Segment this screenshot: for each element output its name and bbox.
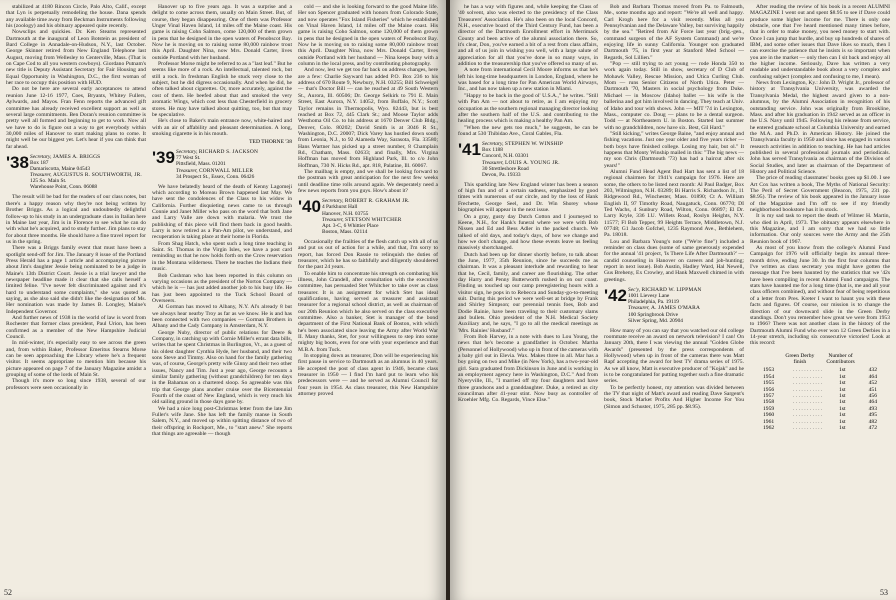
row-finish: 1st: [839, 425, 846, 432]
column-signature: TED THORNE '38: [249, 139, 292, 146]
paragraph-group: [604, 328, 744, 410]
paragraph: And now, lest we get too far back on address changes, here are a few: Charlie Sayward has added P.O. Box 236 to his address of 670 Route 9, Newbury, N.H. 03255; Bill Schweigel — that's Doctor Bill — can be reached at 49 South Western St., Aurora, Ill. 60506; Dr. George Selkirk to 791 E. Main Street, East Aurora, N.Y. 14052, from Buffalo, N.Y.; Scott Taylor remains in Thermopolis, Wyo. 82443, but is best reached at Box 72, 445 Clark St.; and Moose Taylor adds Westhoma Oil Co. to his address at 1670 Denver Club Bldg., Denver, Colo. 80202; David Smith is at 3046 R St., Washington, D.C. 20007; Dick Varey has hustled down south from Leonia, N.J., to 92 Alameda Way, Sarasota, Fla. 33580; Hans Wartner has picked up a street number, 8 Champlain Rd., Chatham, Mass. 02633; and finally, Mrs. Virgina Hoffman has moved from Highland Park, Ill. to c/o John Hoffman, 730 N. Hicks Rd., apt. 818, Palatine, Ill. 60067.: [298, 67, 438, 169]
class-officers: [322, 198, 438, 235]
treasurer-address-1: 34 Prospect St., Essex, Conn. 06426: [176, 173, 255, 180]
row-finish: 1st: [839, 367, 846, 374]
row-leader-dots: . . . . . . . . . . .: [793, 386, 823, 393]
paragraph: On a gray, gusty day Dutch Cotton and I journeyed to Keene, N.H., for Hank's funeral where we were with Bob Nissen and Ed and Bess Adler in the packed church. We talked of old days, and today's days, of how we change and how we don't change, and how these events leave us feeling massively shortchanged.: [458, 213, 598, 252]
treasurer-name: STETSON WHITCHER: [344, 216, 402, 223]
secretary-address-2: Philadelphia, Pa. 19119: [628, 299, 680, 306]
paragraph: The price of reading classmates' books goes up $1.00. I see Art Cox has written a book, The Myths of National Security: The Peril of Secret Government (Beacon, 1975, 231 pp. $8.95). The review of his book appeared in the January issue of the Magazine and I'm off to see if my friendly neighborhood bookstore has it in stock.: [750, 175, 890, 213]
paragraph: George Nuby, director of public relations for Deere & Company, in catching up with Cornie Miller's errant data bills, writes that he spent Christmas in Burlington, Vt., as a guest of his oldest daughter Cynthia Hyde, her husband, and their two sons Steve and Timmy. Also on hand for the family gathering was, of course, George's pretty wife Ginny and their two other issues, Nancy and Tim. Just a year ago, George recounts a similar family gathering (without grandchildren) for ten days in the Bahamas on a chartered sloop. So agreeable was this trip that George plans another cruise over the Bicentennial Fourth of the coast of New England, which is very much his old sailing ground in those days gone by.: [152, 329, 292, 406]
table-row: [750, 425, 890, 431]
treasurer-address-2: Silver Spring, Md. 20904: [628, 317, 683, 324]
row-year: 1955: [763, 380, 775, 387]
paragraph-group: [152, 4, 292, 137]
treasurer-name: LOUIS A. YOUNG JR.: [504, 159, 560, 166]
left-col-1: [6, 4, 146, 580]
treasurer-name: A. JAMES O'MARA: [650, 305, 701, 312]
paragraph: Hanover up to five years ago. It was a surprise and a delight to come across them, usually on Main Street. But, of course, they began disappearing. One of them was Professor Unger Vinal Haven Island, 14 miles off the Maine coast. His game is raising Cohn Salmon, come 120,000 of them grown in pens that he designed in the open waters of Penobscot Bay. Now he is moving on to raising some 80,000 rainbow trout this April. Daughter Nina, now Mrs. Donald Carter, lives outside Portland with her husband.: [152, 4, 292, 61]
row-leader-dots: . . . . . . . . . . .: [793, 373, 823, 380]
page-number-right: 53: [880, 588, 888, 597]
secretary-name: STEPHEN W. WINSHIP: [504, 141, 564, 148]
treasurer-name: CORNWALL MILLER: [198, 167, 254, 174]
paragraph: Bob and Barbara Thomas moved from Pa. to Falmouth, Me., some months ago and report: "We're all well and happy. Carl Krogh here for a visit recently. Miss all you Pennsylvanian and the Delaware Valley, but surviving happily by the sea." "Retired from Air Force last year (brig.-gen., command surgeon of the AF System Command) and we're enjoying life in sunny California. Younger son graduated Dartmouth '75, in first year at Stanford Med School — Regards, Sol Lillien.": [604, 4, 744, 61]
class-officers: [482, 141, 598, 178]
table-header: [750, 353, 890, 366]
paragraph: In stopping down as treasurer, Don will be experiencing his first pause in service to Dartmouth as an alumnus in 40 years. He accepted the post of class agent in 1946, became class treasurer in 1950 — I find I'm hard put to learn who his predecessors were — and he served as Alumni Council for four years in 1954. As class treasurer, this New Hampshire attorney proved: [298, 353, 438, 398]
secretary-address-2: Damariscotta, Maine 04543: [30, 166, 91, 173]
row-finish: 1st: [839, 405, 846, 412]
row-finish: 1st: [839, 373, 846, 380]
paragraph-group: [750, 4, 890, 347]
treasurer-role: Treasurer,: [482, 159, 504, 166]
paragraph: And further news of 1938 in the world of law is word from Rochester that former class president, Paul Urion, has been confirmed as a member of the New Hampshire Judicial Council.: [6, 315, 146, 341]
paragraph: Bob Cushman who has been reported in this column on varying occasions as the president of the Norton Company — which he is — has just added another job to his busy life. He has just been appointed to the Tuck School Board of Overseers.: [152, 272, 292, 304]
secretary-name: ROBERT R. GRAHAM JR.: [344, 198, 410, 205]
header-count: Number of Contributors: [826, 352, 855, 365]
paragraph-group: [152, 184, 292, 438]
paragraph: Alumni Fund Head Agent Bud Hart has sent a list of 18 regional chairmen for 1941's campaign for 1976. Here are some, the others to be listed next month: Al Paul Badger, Box 203, Wilmington, N.H. 03289; Bi Harris S. Richardson Jr., 11 Ridgewood Rd., Winchester, Mass. 01890; Ct A. William English II, 97 Timothy Road, Naugatuck, Conn. 06770; DI Ted Wachs, 4 Sunbury Road, Wilton, Conn. 06897; El Dr. Larry Kryle, 336 I.U. Willets Road, Roslyn Heights, N.Y. 11577; Fl Bob Tepper, 99 Heights Terrace, Middletown, N.J. 07748; G1 Jacob Gofchel, 1235 Raymond Ave., Bethlehem, Pa. 18018.: [604, 168, 744, 239]
treasurer-role: Treasurer,: [322, 216, 344, 223]
class-officers: [30, 154, 146, 191]
class-year-number: '38: [6, 152, 29, 172]
row-count: 456: [868, 393, 877, 399]
left-page: [0, 0, 446, 600]
secretary-address-1: Box 187: [30, 160, 49, 166]
row-year: 1957: [763, 393, 775, 399]
paragraph: "Pop — still trying to act young — rode Honda 350 to work again today. Still in show, secretary of D Club of Mohawk Valley, Rescue Mission, and Utica Curling Club. Mom — runs Senior Citizens of North Utica. Peter — Dartmouth '70, Masters in social psychology from Duke. Michael — in Moscow (Idaho) ballet — his wife is the ballerina and got him involved in dancing. They teach at Univ. of Idaho and tour with shows. John — MIT '74 in Lexington, Mass., computer co. Doug — plans to be a dental surgeon. Todd — at Northeastern U. in Boston. Started last summer with no grandchildren, now have six. Best, Gil Hard.": [604, 61, 744, 131]
paragraph: We have belatedly heard of the death of Kenny Lagomeji which according to Moreau Brown happened last May. We have sent the condolences of the Class to his widow in California. Further disquieting news came to us through Connie and Janet Miller who pass on the word that both Jane and Larry Valle are down with malaria. We trust the publishing of this piece will find them back in good health. Larry is now retired as a Pan-Am pilot, we understand, and recuperation is taking place at their home in Florida.: [152, 183, 292, 241]
paragraph: "Happy to be back in the good ol' U.S.A.," he writes. "Still with Pan Am — not about to retire, as I am enjoying my occupation as the southern regional managing director looking after the southern half of the U.S. and contributing to the healing process which is making a healthy Pan Am.: [458, 92, 598, 125]
row-leader-dots: . . . . . . . . . . .: [793, 380, 823, 387]
paragraph: Professor Morse might be referred to as a "last leaf." But he seems like more of a rock. An intellectual, talented rock, but still a rock. In freshman English he stuck very close to the subject, but he did digress occasionally. And when he did, he often talked about cigarettes. Or, more accurately, against the cost of them. He beefed about that and smoked the very aromatic Wings, which cost less than Chesterfield in grocery stores. He may have talked about quitting, too, but that may be speculative.: [152, 61, 292, 118]
right-col-3: [750, 4, 890, 580]
secretary-address-1: Box 1188: [482, 147, 503, 154]
class-header-1938: [6, 154, 146, 191]
row-finish: 1st: [839, 399, 846, 406]
paragraph: As most of you know from the college's Alumni Fund Campaign for 1976 will officially begin its annual three-month drive, ending June 30. In the first four columns that I've written as class secretary you might have gotten the message that I've been haunted by the statistics that we '42s have been compiling in recent Alumni Fund campaigns. The stats have haunted me for a long time (that is, me and all your class officers combined), and without fear of being repetitious of a letter from Pres. Kreter I want to haunt you with these facts and figures. Of course, our mission is to change the direction of our downward slide in the Green Derby standings. Don't you remember how great we were from 1953 to 1966? There was not another class in the history of the Dartmouth Alumni Fund who ever won 12 Green Derbies in a 14-year stretch, including six consecutive victories! Look at this record:: [750, 245, 890, 347]
paragraph-group: [458, 182, 598, 404]
paragraph: Lou and Barbara Young's note ("We're fine") included a reminder on class dues (some of same generously expended for the annual '41 project, 'Is There Life After Dartmouth?' — candid counseling in Hanover on careers and job-hunting; report in next issue). Bob Austin, Hadley Ward, Hal Newell, Gus Breheny, Ex Crowley, and Hank Maxwell chimed in with greetings.: [604, 238, 744, 283]
secretary-role: Secretary,: [176, 149, 198, 156]
row-count: 452: [868, 380, 877, 387]
secretary-role: Sec'y,: [628, 287, 641, 294]
row-leader-dots: . . . . . . . . . . .: [793, 418, 823, 425]
secretary-role: Secretary,: [482, 141, 504, 148]
secretary-address-1: 1001 Lievesy Lane: [628, 293, 670, 300]
class-header-1939: [152, 149, 292, 179]
row-count: 482: [868, 418, 877, 425]
row-leader-dots: . . . . . . . . . . .: [793, 425, 823, 432]
class-year-number: '40: [298, 197, 321, 217]
treasurer-address-1: 125 So. Main St.: [30, 178, 67, 185]
row-count: 472: [868, 425, 877, 432]
class-header-1942: [604, 287, 744, 324]
paragraph: We had a nice long post-Christmas letter from the late Jim Fuller's wife Jane. She has left the family manse in South Salem, N.Y., and moved up within spitting distance of two of their offspring in Rockport, Me., to "start anew." She reports that things are agreeable — though: [152, 405, 292, 438]
paragraph: To be perfectly honest, my attention was divided between the TV that night of Matt's award and reading Dave Sargent's book, Stock Market Profits And Higher Income For You (Simon and Schuster, 1975, 285 pp. $8.95).: [604, 384, 744, 410]
row-finish: 1st: [839, 412, 846, 419]
right-page: [450, 0, 896, 600]
class-year-number: '42: [604, 286, 627, 306]
row-year: 1958: [763, 399, 775, 406]
paragraph-group: [298, 239, 438, 398]
class-header-1940: [298, 198, 438, 235]
row-finish: 1st: [839, 380, 846, 387]
left-col-2: [152, 4, 292, 580]
paragraph: "Still kicking," writes George Baine, "and enjoy annual and fishing vacations. Just one year older and five years richer — both boys have finished college. Losing my hair, but ol." It happens that Monty Winship mailed in this: "The big news — my son Chris (Dartmouth '73) has had a haircut after six years!": [604, 130, 744, 169]
secretary-name: JAMES A. BRIGGS: [52, 153, 101, 160]
row-count: 451: [868, 386, 877, 393]
row-finish: 1st: [839, 418, 846, 425]
secretary-address-2: Hanover, N.H. 03755: [322, 210, 369, 217]
row-year: 1961: [763, 418, 775, 425]
paragraph: There was a Briggs family event that must have been a spotlight send-off for Jim. The January 8 issue of the Portland Press Herald has a page 1 article and accompanying picture about Jim's daughter Jessie being nominated to be a judge in Maine's 13th District Court. Jessie is a trial lawyer and the newspaper headline made it clear that she calls herself a limited feline. "I've never felt discriminated against and it's hard to understand some complaints," she was quoted as saying, as she also said she didn't like the designation of Ms. Her nomination was made by James B. Longley, Maine's Independent Governor.: [6, 245, 146, 315]
paragraph: It is my sad task to report the death of Wilmer H. Martin, who died in April, 1973. The obituary appears elsewhere in this Magazine, and I am sorry that we had so little information. Our only sources were the Army and the 25th Reunion book of 1967.: [750, 213, 890, 245]
row-leader-dots: . . . . . . . . . . .: [793, 367, 823, 374]
paragraph-group: [458, 4, 598, 137]
treasurer-address-1: 30 Strettleshore Road: [482, 165, 529, 172]
row-finish: 1st: [839, 393, 846, 399]
paragraph: This sparkling late New England winter has been a season of high fun and of a certain sadness, emphasized by good times with numerous of our circle, and by the loss of Hank Frechette, George Seel, and Dr. Win Shorey whose biographies will appear in the next issue.: [458, 181, 598, 214]
right-col-2: [604, 4, 744, 580]
paragraph: In mid-winter, it's especially easy to see across the green and, from within Baker, Professor Emeritus Stearns Morse can be seen approaching the Library where he's a frequent visitor. It seems appropriate to mention him because his picture appeared on page 7 of the January Magazine amidst a grouping of some of the lords of Main St.: [6, 340, 146, 379]
row-year: 1960: [763, 412, 775, 419]
treasurer-name: AUGUSTUS R. SOUTHWORTH, JR.: [52, 172, 142, 179]
paragraph: "When the new gets too much," he suggests, he can be found at 530 Thibidao Ave., Coral Gables, Fla.: [458, 124, 598, 137]
paragraph: From Bob Harvey, in a note with dues to Lou Young, the news that he's become a grandfather in October. Martha (Personnel of Hollywood) who up in front of the cameras with a baby girl out in Elevia. Wax. Makes three in all. Mar has a boy going on two and Mike (in New York), has a two-year-old girl. Sara graduated from Dickinson in June and is working in an employment agency here in Washington, D.C." And from Nyeryville, Ill., "I married off my four daughters and have three grandsons and a granddaughter. Duke, a retired as city councilman after 41-year stint. Now busy as controller of Kroehler Mfg. Co. Regards, Vince Else.": [458, 334, 598, 404]
paragraph: The result will be bad for the readers of our class notes, but there's a happy reason why they're not being written by Brother Briggs. As a logical and undoubtedly delightful follow-up to his study in an undergraduate class in Italian here in Maine last year, Jim is in Florence to see what he can do with what he's acquired, and to study further. Jim plans to stay for about three months. He should have a fine travel report for us in the spring.: [6, 194, 146, 245]
left-col-3: [298, 4, 438, 580]
paragraph: News from Lexington, Ky.: John D. Wright Jr., professor of history at Transylvania University, was awarded the Transylvania Medal, the highest award given to a non-alumnus, by the Alumni Association in recognition of his outstanding service. John was originally from Brookline, Mass. and after his graduation in 1942 served as an officer in the U.S. Navy until 1945. Following his release from service, he entered graduate school at Columbia University and earned the M.A. and Ph.D. in American History. He joined the Transylvania faculty in 1950 and since has engaged in various research activities in addition to teaching. He has had articles published in several professional journals and periodicals. John has served Transylvania as chairman of the Division of Social Studies, and later as chairman of the Department of History and Political Science.: [750, 80, 890, 175]
paragraph: Nowsclips and quickies. Dr. Ken Stearns represented Dartmouth at the inaugural of Leon Botstein as president of Bard College in Annadale-on-Hudson, N.Y., last October. George Skinner retired from New England Telephone last August, moving from Wellesley to Centerville, Mass. (That is on Cape Cod to all you western cowboys). Giordano Putnam's new title is Deputy Assistant Secretary for Fair Housing and Equal Opportunity in Washington, D.C., the first woman of her race to occupy this position with HUD.: [6, 29, 146, 87]
page-number-left: 52: [4, 588, 12, 597]
row-year: 1953: [763, 367, 775, 374]
right-col-1: [458, 4, 598, 580]
row-year: 1956: [763, 386, 775, 393]
paragraph: How many of you can say that you watched our old college roommate receive an award on network television? I can! On January 20th, there I was viewing the annual "Golden Globe Awards" (presented by the press correspondents of Hollywood) when up in front of the cameras there was Matt Rapf accepting the award for best TV drama series of 1975. As we all know, Matt is executive producer of "Kojak" and he is to be congratulated for putting together such a fine dramatic series.: [604, 327, 744, 385]
paragraph: Dutch had been up for dinner shortly before, to talk about the June, 1977, 35th Reunion, since he succeeds me as chairman. It was a pleasant interlude and rewarding to hear that he, Cecil, family, and career are flourishing. The other day Harry and Penny Butterworth rushed in on our coast. Finding us touched up our camp preregistering hours with a visitor sign, he pops in to Rebecca and Sunday-go-to-meeting suit. During this period we were well-set at bridge by Frank and Shirley Simpson; our perennial tennis foes, Bob and Dodie Rainie, have been traveling to their customary slams and bullets. Ohio president of the N.H. Medical Society Auxiliary and, he says, "I go to all the medical meetings as 'Mrs. Rainies' Husband'.": [458, 251, 598, 334]
class-officers: [176, 149, 292, 179]
treasurer-address-2: Warehouse Point, Conn. 06088: [30, 184, 98, 191]
class-header-1941: [458, 141, 598, 178]
treasurer-address-1: Apt. 3-C, 6 Whittier Place: [322, 222, 379, 229]
paragraph: stabilized at 4180 Rincon Circle, Palo Alto, Calif., except that Lyn is perpetually remodeling the house. Dana spends any available time away from Beckman Instruments following his (zoology) and his obituary appeared quite recently.: [6, 4, 146, 30]
paragraph: After reading the review of his book in a recent ALUMNI MAGAZINE I went out and spent $8.95 to see if Dave could produce some higher income for me. There is only one obstacle, one that I've heard mentioned many times before, that in order to make money, you need money to start with. Once I can jump that hurdle, and buy up hundreds of shares of IBM, and some other issues that Dave likes so much, then I can exercise the patience that he insists is so important when you are in the market — only then can I sit back and enjoy all the higher income. Seriously, Dave has written a very readable and understandable book about a very complex and confusing subject (complex and confusing to me, I mean).: [750, 4, 890, 80]
paragraph: Al Gorman has moved to Albany, N.Y. Al's already 8 but we always hear nearby Troy as far as we know. He is and has been connected with two companies — Gorman Brothers in Albany and the Cady Company in Amsterdam, N.Y.: [152, 304, 292, 330]
row-year: 1959: [763, 405, 775, 412]
row-year: 1962: [763, 425, 775, 432]
secretary-address-1: 77 West St.: [176, 155, 201, 162]
paragraph: To enable him to concentrate his strength on combating his illness, John Crandell, after consultation with the executive committee, has persuaded Stet Whitcher to take over as class treasurer. It is an assignment for which Stet has ideal qualifications, having served as treasurer and assistant treasurer for a regional school district, as well as chairman of our 20th Reunion which he also served on the class executive committee. Also a banker, Stet is manager of the bond department of the First National Bank of Boston, with which he's been associated since leaving the Army after World War II. Many thanks, Stet, for your willingness to step into some mighty big boots, even for one with your experience and that M.B.A. from Tuck.: [298, 270, 438, 353]
paragraph-group: [604, 4, 744, 283]
secretary-name: RICHARD S. JACKSON: [198, 149, 259, 156]
paragraph-group: [6, 194, 146, 391]
paragraph-group: [298, 4, 438, 194]
treasurer-role: Treasurer,: [176, 167, 198, 174]
paragraph: From Shag Hatch, who spent such a long time teaching in Saint. St. Thomas in the Virgin Isles, we have a post card reminding us that he now holds forth on the Crow reservation in the Montana wilderness. There he teaches the Indians their music.: [152, 240, 292, 273]
paragraph: cold — and she is looking forward to the good Maine life. Her son Spencer graduated with honors from Colorado State, and now operates "Fox Island Fisheries" which he established on Vinal Haven Island, 14 miles off the Maine coast. His game is raising Coho Salmon, some 120,000 of them grown in pens that he designed in the open waters of Penobscot Bay. Now he is moving on to raising some 80,000 rainbow trout this April. Daughter Nina, now Mrs. Donald Carter, lives outside Portland with her husband — Nina keeps busy with a column in the local press, and by contributing photography.: [298, 4, 438, 68]
paragraph: The mailbag is empty, and we shall be looking forward to the postman with great anticipation for the next few weeks until deadline time rolls around again. We desperately need a few news reports from you guys. How's about it?: [298, 168, 438, 194]
row-leader-dots: . . . . . . . . . . .: [793, 393, 823, 399]
class-year-number: '41: [458, 140, 481, 160]
treasurer-role: Treasurer,: [628, 305, 650, 312]
secretary-role: Secretary,: [322, 198, 344, 205]
secretary-address-1: 4 Parkhurst Hall: [322, 204, 358, 211]
header-finish: Green Derby finish: [785, 352, 815, 365]
paragraph: Though it's more so long since 1938, several of our professors were seen occasionally in: [6, 378, 146, 391]
row-count: 495: [868, 412, 877, 419]
green-derby-table: [750, 353, 890, 432]
secretary-address-2: Pittsfield, Mass. 01201: [176, 161, 226, 168]
paragraph: A note from international Cecil Moore informs us that he's left his long-time headquarters in London, England, where he was based for a long time for Pan American World Airways, Inc., and has now taken up a new station in Miami.: [458, 67, 598, 93]
table-body: [750, 367, 890, 431]
row-year: 1954: [763, 373, 775, 380]
treasurer-address-2: Devon, Pa. 19333: [482, 171, 521, 178]
secretary-role: Secretary,: [30, 153, 52, 160]
row-count: 432: [868, 367, 877, 374]
row-leader-dots: . . . . . . . . . . .: [793, 405, 823, 412]
paragraph: Do not be here are several early acceptances to attend reunion June 12-16 1977, Coes, Bryants, Whitey Fullers, Aylwards, and Mayos. Fran Fenn reports the advanced gift committee has already received excellent support as well as several large commitments. Ben Doran's reunion committee is pretty well all formed and beginning to get to work. Now all we have to do is figure out a way to get everybody within 30,000 miles of Hanover to start making plans to come. It might well be our biggest yet. Let's hear if you can think that far ahead.: [6, 86, 146, 150]
paragraph: He's close to Baker's main entrance now, white-haired and with an air of affability and pleasant determination. A long, smoking cigarette is in his mouth.: [152, 118, 292, 137]
treasurer-address-2: Boston, Mass. 02114: [322, 228, 368, 235]
paragraph: he has a way with figures and, while keeping the Class of '40 solvent, also was elected to the presidency of the Class Treasurers' Association. He's also been on the local Concord, N.H., executive board of the Third Century Fund, has been a director of the Dartmouth Enrollment effort in Merrimack County and been active of the alumni association there. So, it's clear, Don, you've earned a bit of a rest from class affairs, and all of us join in wishing you well, with a large salute of appreciation for all that you've done in so many ways, in addition to the treasurership that you've offered so many of us.: [458, 4, 598, 68]
row-leader-dots: . . . . . . . . . . .: [793, 412, 823, 419]
treasurer-address-1: 100 Springbrook Drive: [628, 311, 679, 318]
row-finish: 1st: [839, 386, 846, 393]
row-count: 464: [868, 399, 877, 406]
paragraph-group: [6, 4, 146, 150]
treasurer-role: Treasurer,: [30, 172, 52, 179]
class-officers: [628, 287, 744, 324]
row-count: 493: [868, 405, 877, 412]
row-leader-dots: . . . . . . . . . . .: [793, 399, 823, 406]
secretary-name: RICHARD W. LIPPMAN: [641, 287, 702, 294]
class-year-number: '39: [152, 148, 175, 168]
paragraph: Occasionally the frailties of the flesh catch up with all of us and put us out of action for a while, and that, I'm sorry to report, has forced Don Rassie to relinquish the duties of treasurer, which he has so faithfully and diligently shouldered for the past 24 years.: [298, 238, 438, 271]
row-count: 464: [868, 373, 877, 380]
secretary-address-2: Concord, N.H. 03301: [482, 153, 529, 160]
